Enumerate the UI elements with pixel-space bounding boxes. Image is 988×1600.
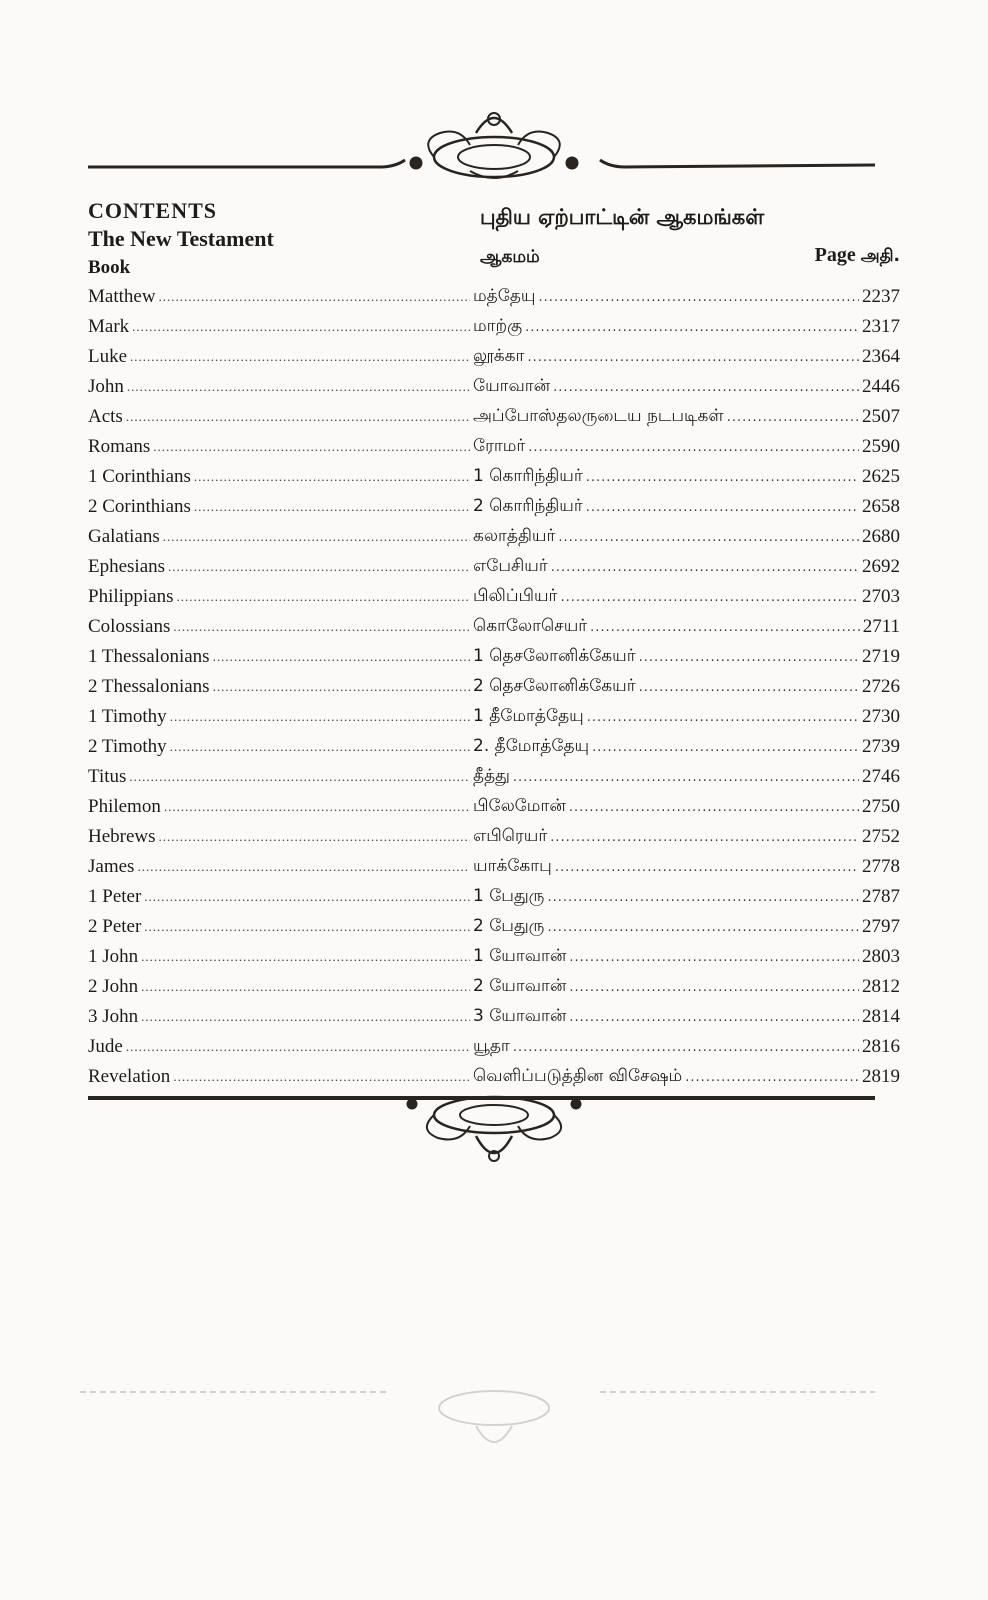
tamil-book-column-header: ஆகமம் xyxy=(480,247,540,267)
english-cell xyxy=(88,346,473,368)
contents-header xyxy=(88,197,274,281)
english-book-name: James xyxy=(88,856,135,877)
dot-leader xyxy=(685,1070,859,1085)
dot-leader xyxy=(126,409,470,425)
page-number: 2803 xyxy=(862,946,900,967)
book-row xyxy=(88,882,900,912)
tamil-cell xyxy=(473,1036,900,1058)
page-number: 2739 xyxy=(862,736,900,757)
dot-leader xyxy=(639,680,859,695)
english-book-name: 2 Timothy xyxy=(88,736,167,757)
english-cell xyxy=(88,766,473,788)
book-row xyxy=(88,732,900,762)
page-number: 2746 xyxy=(862,766,900,787)
top-flourish-ornament xyxy=(0,105,988,200)
contents-title: CONTENTS xyxy=(88,198,218,223)
tamil-book-name: 2 யோவான் xyxy=(473,976,567,996)
english-cell xyxy=(88,316,473,338)
book-row xyxy=(88,492,900,522)
english-book-name: Hebrews xyxy=(88,826,156,847)
book-row xyxy=(88,972,900,1002)
book-row xyxy=(88,342,900,372)
english-book-name: Jude xyxy=(88,1036,123,1057)
book-list xyxy=(88,282,900,1092)
tamil-book-name: கலாத்தியர் xyxy=(473,526,556,546)
book-row xyxy=(88,852,900,882)
page-label: Page xyxy=(814,244,856,266)
english-book-name: Mark xyxy=(88,316,130,337)
tamil-book-name: தீத்து xyxy=(473,766,510,786)
book-row xyxy=(88,612,900,642)
tamil-cell xyxy=(473,676,900,698)
page-number: 2237 xyxy=(862,286,900,307)
tamil-book-name: 1 தெசலோனிக்கேயர் xyxy=(473,646,636,666)
dot-leader xyxy=(173,619,470,635)
page-number: 2590 xyxy=(862,436,900,457)
tamil-cell xyxy=(473,886,900,908)
page-number: 2680 xyxy=(862,526,900,547)
tamil-book-name: 2 கொரிந்தியர் xyxy=(473,496,583,516)
english-book-name: Luke xyxy=(88,346,128,367)
book-row xyxy=(88,522,900,552)
english-book-name: Philemon xyxy=(88,796,161,817)
tamil-book-name: பிலேமோன் xyxy=(473,796,566,816)
english-book-name: 1 Thessalonians xyxy=(88,646,210,667)
page-number: 2711 xyxy=(862,616,900,637)
tamil-cell xyxy=(473,406,900,428)
dot-leader xyxy=(569,800,859,815)
english-cell xyxy=(88,616,473,638)
tamil-cell xyxy=(473,316,900,338)
dot-leader xyxy=(213,649,470,665)
page-number: 2812 xyxy=(862,976,900,997)
tamil-book-name: 1 கொரிந்தியர் xyxy=(473,466,583,486)
dot-leader xyxy=(550,830,859,845)
english-book-name: 3 John xyxy=(88,1006,139,1027)
page-number: 2507 xyxy=(862,406,900,427)
page-number: 2703 xyxy=(862,586,900,607)
tamil-book-name: மாற்கு xyxy=(473,316,523,336)
dot-leader xyxy=(558,530,859,545)
new-testament-title: The New Testament xyxy=(88,226,274,251)
dot-leader xyxy=(141,949,470,965)
tamil-book-name: 1 பேதுரு xyxy=(473,886,545,906)
dot-leader xyxy=(547,890,859,905)
dot-leader xyxy=(569,1010,859,1025)
page-number: 2730 xyxy=(862,706,900,727)
page-number: 2750 xyxy=(862,796,900,817)
tamil-cell xyxy=(473,856,900,878)
book-row xyxy=(88,1062,900,1092)
book-row xyxy=(88,432,900,462)
english-cell xyxy=(88,976,473,998)
dot-leader xyxy=(173,1069,470,1085)
book-row xyxy=(88,552,900,582)
book-row xyxy=(88,822,900,852)
tamil-book-name: யாக்கோபு xyxy=(473,856,552,876)
book-row xyxy=(88,282,900,312)
show-through-ornament xyxy=(0,1380,988,1470)
english-book-name: 2 Peter xyxy=(88,916,142,937)
book-row xyxy=(88,642,900,672)
dot-leader xyxy=(569,950,859,965)
book-row xyxy=(88,372,900,402)
tamil-book-name: அப்போஸ்தலருடைய நடபடிகள் xyxy=(473,406,724,426)
english-book-name: 1 Corinthians xyxy=(88,466,191,487)
english-book-name: 2 Corinthians xyxy=(88,496,191,517)
dot-leader xyxy=(127,379,470,395)
page-number: 2658 xyxy=(862,496,900,517)
dot-leader xyxy=(590,620,860,635)
english-book-name: Philippians xyxy=(88,586,174,607)
dot-leader xyxy=(569,980,859,995)
page-number: 2814 xyxy=(862,1006,900,1027)
english-book-name: Romans xyxy=(88,436,151,457)
english-cell xyxy=(88,826,473,848)
dot-leader xyxy=(727,410,859,425)
dot-leader xyxy=(213,679,470,695)
tamil-cell xyxy=(473,466,900,488)
english-book-name: Revelation xyxy=(88,1066,171,1087)
dot-leader xyxy=(144,919,470,935)
english-cell xyxy=(88,376,473,398)
tamil-book-name: 2 பேதுரு xyxy=(473,916,545,936)
page-label-tamil: அதி. xyxy=(860,246,900,266)
tamil-cell xyxy=(473,796,900,818)
english-book-name: Colossians xyxy=(88,616,171,637)
tamil-cell xyxy=(473,616,900,638)
dot-leader xyxy=(164,799,470,815)
tamil-book-name: மத்தேயு xyxy=(473,286,536,306)
english-cell xyxy=(88,1066,473,1088)
english-book-name: 1 Peter xyxy=(88,886,142,907)
english-book-name: 1 John xyxy=(88,946,139,967)
book-row xyxy=(88,702,900,732)
tamil-book-name: யோவான் xyxy=(473,376,551,396)
dot-leader xyxy=(194,469,470,485)
english-cell xyxy=(88,436,473,458)
dot-leader xyxy=(163,529,470,545)
page-number: 2317 xyxy=(862,316,900,337)
tamil-book-name: வெளிப்படுத்தின விசேஷம் xyxy=(473,1066,683,1086)
english-cell xyxy=(88,916,473,938)
book-row xyxy=(88,1032,900,1062)
book-column-header: Book xyxy=(88,257,131,278)
page-number: 2364 xyxy=(862,346,900,367)
page-number: 2819 xyxy=(862,1066,900,1087)
book-row xyxy=(88,402,900,432)
english-cell xyxy=(88,286,473,308)
english-book-name: Matthew xyxy=(88,286,156,307)
page-number: 2816 xyxy=(862,1036,900,1057)
dot-leader xyxy=(177,589,470,605)
dot-leader xyxy=(153,439,470,455)
tamil-cell xyxy=(473,826,900,848)
tamil-book-name: 1 தீமோத்தேயு xyxy=(473,706,584,726)
dot-leader xyxy=(527,350,859,365)
book-row xyxy=(88,1002,900,1032)
dot-leader xyxy=(159,829,470,845)
dot-leader xyxy=(170,739,470,755)
tamil-book-name: லூக்கா xyxy=(473,346,525,366)
book-row xyxy=(88,312,900,342)
english-cell xyxy=(88,706,473,728)
dot-leader xyxy=(639,650,859,665)
dot-leader xyxy=(538,290,859,305)
dot-leader xyxy=(132,319,470,335)
book-row xyxy=(88,462,900,492)
dot-leader xyxy=(586,470,859,485)
dot-leader xyxy=(137,859,470,875)
english-cell xyxy=(88,406,473,428)
tamil-cell xyxy=(473,586,900,608)
dot-leader xyxy=(587,710,859,725)
page-number: 2726 xyxy=(862,676,900,697)
page-number: 2797 xyxy=(862,916,900,937)
tamil-cell xyxy=(473,496,900,518)
tamil-cell xyxy=(473,1006,900,1028)
english-book-name: Titus xyxy=(88,766,127,787)
dot-leader xyxy=(141,1009,470,1025)
dot-leader xyxy=(168,559,470,575)
tamil-book-name: 2. தீமோத்தேயு xyxy=(473,736,590,756)
english-cell xyxy=(88,646,473,668)
page-number: 2778 xyxy=(862,856,900,877)
dot-leader xyxy=(130,349,470,365)
english-cell xyxy=(88,1036,473,1058)
english-book-name: Acts xyxy=(88,406,123,427)
tamil-cell xyxy=(473,556,900,578)
tamil-cell xyxy=(473,976,900,998)
dot-leader xyxy=(551,560,859,575)
tamil-cell xyxy=(473,526,900,548)
tamil-cell xyxy=(473,946,900,968)
tamil-cell xyxy=(473,916,900,938)
tamil-book-name: யூதா xyxy=(473,1036,510,1056)
tamil-book-name: எபிரெயர் xyxy=(473,826,548,846)
book-row xyxy=(88,762,900,792)
tamil-book-name: 2 தெசலோனிக்கேயர் xyxy=(473,676,636,696)
dot-leader xyxy=(144,889,470,905)
tamil-cell xyxy=(473,436,900,458)
book-row xyxy=(88,672,900,702)
tamil-cell xyxy=(473,346,900,368)
tamil-cell xyxy=(473,706,900,728)
dot-leader xyxy=(547,920,859,935)
english-book-name: 1 Timothy xyxy=(88,706,167,727)
dot-leader xyxy=(592,740,859,755)
page-number: 2625 xyxy=(862,466,900,487)
dot-leader xyxy=(126,1039,470,1055)
dot-leader xyxy=(170,709,470,725)
page-number: 2752 xyxy=(862,826,900,847)
page-column-header xyxy=(815,244,900,268)
dot-leader xyxy=(513,770,859,785)
english-cell xyxy=(88,676,473,698)
dot-leader xyxy=(528,440,859,455)
english-cell xyxy=(88,1006,473,1028)
english-book-name: John xyxy=(88,376,124,397)
dot-leader xyxy=(513,1040,859,1055)
page-number: 2446 xyxy=(862,376,900,397)
dot-leader xyxy=(553,380,859,395)
tamil-cell xyxy=(473,376,900,398)
dot-leader xyxy=(586,500,859,515)
english-book-name: 2 Thessalonians xyxy=(88,676,210,697)
page-number: 2787 xyxy=(862,886,900,907)
english-cell xyxy=(88,466,473,488)
book-row xyxy=(88,792,900,822)
tamil-book-name: பிலிப்பியர் xyxy=(473,586,558,606)
english-cell xyxy=(88,556,473,578)
tamil-book-name: கொலோசெயர் xyxy=(473,616,588,636)
english-book-name: Ephesians xyxy=(88,556,166,577)
tamil-book-name: ரோமர் xyxy=(473,436,526,456)
dot-leader xyxy=(129,769,470,785)
page-number: 2719 xyxy=(862,646,900,667)
tamil-cell xyxy=(473,766,900,788)
tamil-book-name: 3 யோவான் xyxy=(473,1006,567,1026)
book-row xyxy=(88,912,900,942)
tamil-cell xyxy=(473,646,900,668)
dot-leader xyxy=(555,860,859,875)
book-row xyxy=(88,582,900,612)
bottom-flourish-ornament xyxy=(0,1090,988,1180)
english-cell xyxy=(88,946,473,968)
dot-leader xyxy=(159,289,470,305)
english-cell xyxy=(88,856,473,878)
tamil-cell xyxy=(473,286,900,308)
dot-leader xyxy=(525,320,859,335)
tamil-title: புதிய ஏற்பாட்டின் ஆகமங்கள் xyxy=(480,205,765,229)
tamil-book-name: எபேசியர் xyxy=(473,556,548,576)
english-cell xyxy=(88,736,473,758)
dot-leader xyxy=(194,499,470,515)
tamil-book-name: 1 யோவான் xyxy=(473,946,567,966)
page-number: 2692 xyxy=(862,556,900,577)
english-cell xyxy=(88,796,473,818)
tamil-cell xyxy=(473,736,900,758)
book-row xyxy=(88,942,900,972)
english-cell xyxy=(88,496,473,518)
english-book-name: 2 John xyxy=(88,976,139,997)
dot-leader xyxy=(560,590,859,605)
english-cell xyxy=(88,526,473,548)
dot-leader xyxy=(141,979,470,995)
tamil-cell xyxy=(473,1066,900,1088)
english-book-name: Galatians xyxy=(88,526,160,547)
english-cell xyxy=(88,886,473,908)
english-cell xyxy=(88,586,473,608)
